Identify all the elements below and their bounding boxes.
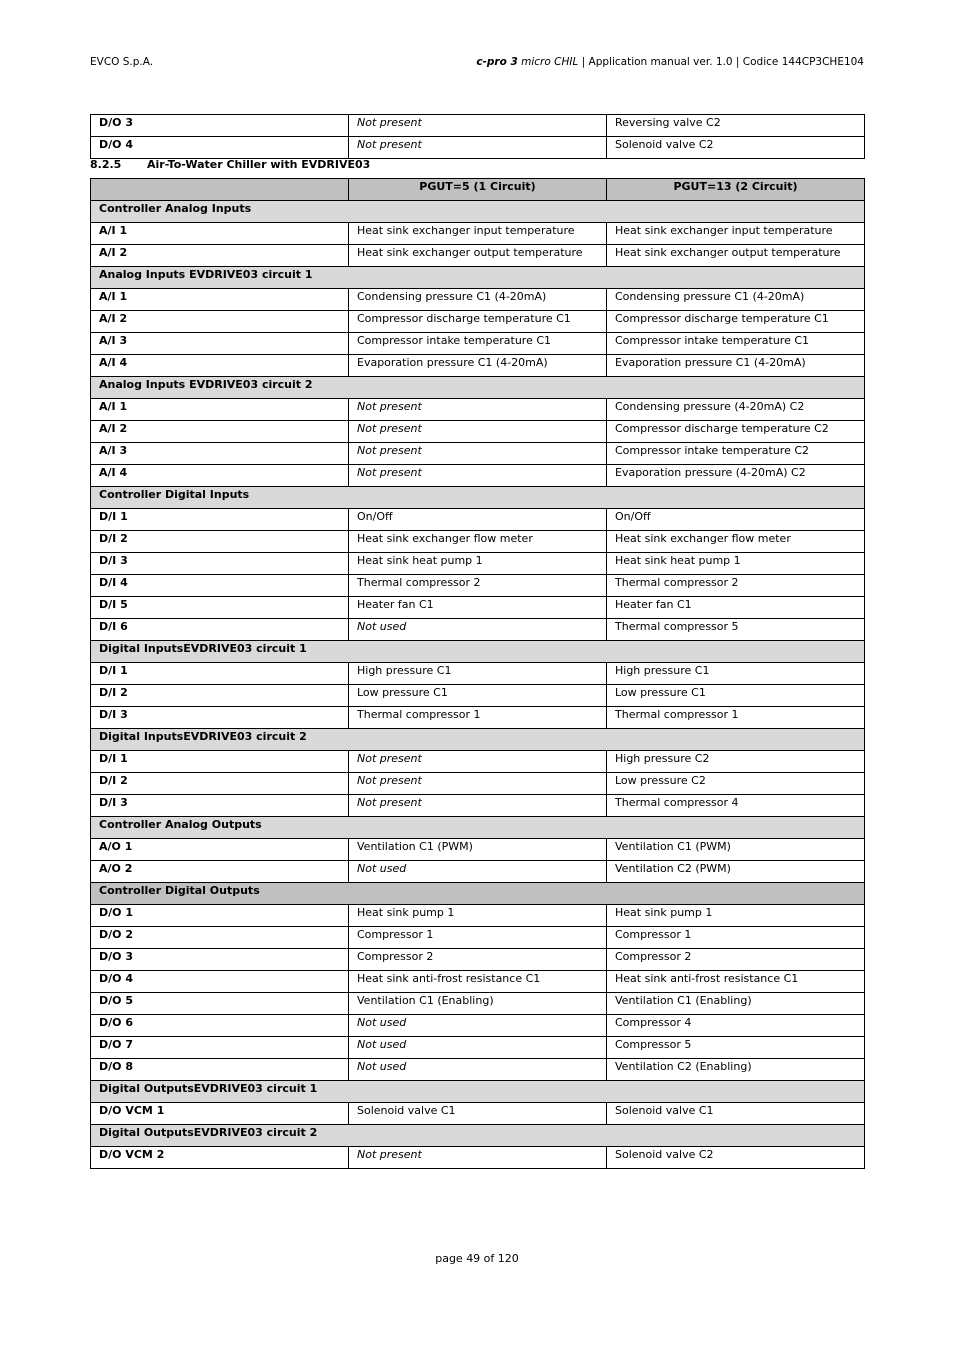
section-label: Digital OutputsEVDRIVE03 circuit 1 <box>91 1081 865 1103</box>
io-id: D/I 1 <box>91 509 349 531</box>
function-1-circuit: Condensing pressure C1 (4-20mA) <box>349 289 607 311</box>
io-id: A/I 3 <box>91 443 349 465</box>
function-2-circuit: Solenoid valve C2 <box>607 1147 865 1169</box>
function-2-circuit: Thermal compressor 2 <box>607 575 865 597</box>
io-id: D/O 5 <box>91 993 349 1015</box>
io-id: A/O 2 <box>91 861 349 883</box>
section-row <box>91 729 865 751</box>
io-id: D/O 3 <box>91 949 349 971</box>
table-row <box>91 1037 865 1059</box>
table-row <box>91 289 865 311</box>
function-2-circuit: Thermal compressor 4 <box>607 795 865 817</box>
table-row <box>91 575 865 597</box>
function-2-circuit: Ventilation C1 (Enabling) <box>607 993 865 1015</box>
table-row <box>91 465 865 487</box>
table-row <box>91 333 865 355</box>
table-row <box>91 597 865 619</box>
io-id: A/I 3 <box>91 333 349 355</box>
function-1-circuit: Not present <box>349 115 607 137</box>
function-2-circuit: Compressor 4 <box>607 1015 865 1037</box>
table-row <box>91 773 865 795</box>
section-title <box>90 158 370 171</box>
function-1-circuit: Not used <box>349 1015 607 1037</box>
table-row <box>91 553 865 575</box>
function-2-circuit: Thermal compressor 1 <box>607 707 865 729</box>
function-2-circuit: Thermal compressor 5 <box>607 619 865 641</box>
header-company: EVCO S.p.A. <box>90 56 154 68</box>
header-product-italic: micro CHIL <box>521 56 579 68</box>
top-io-table-body <box>91 115 865 159</box>
column-header: PGUT=13 (2 Circuit) <box>607 179 865 201</box>
function-2-circuit: High pressure C2 <box>607 751 865 773</box>
section-row <box>91 201 865 223</box>
function-1-circuit: Not present <box>349 773 607 795</box>
section-number: 8.2.5 <box>90 158 122 171</box>
section-label: Controller Analog Inputs <box>91 201 865 223</box>
function-1-circuit: Compressor 1 <box>349 927 607 949</box>
table-header-row <box>91 179 865 201</box>
section-row <box>91 817 865 839</box>
function-2-circuit: Low pressure C2 <box>607 773 865 795</box>
io-id: D/I 4 <box>91 575 349 597</box>
io-id: D/I 2 <box>91 531 349 553</box>
table-row <box>91 1103 865 1125</box>
io-id: A/I 2 <box>91 245 349 267</box>
table-row <box>91 223 865 245</box>
section-row <box>91 377 865 399</box>
function-2-circuit: Heater fan C1 <box>607 597 865 619</box>
section-row <box>91 883 865 905</box>
section-label: Digital OutputsEVDRIVE03 circuit 2 <box>91 1125 865 1147</box>
io-id: D/I 6 <box>91 619 349 641</box>
page-number: page 49 of 120 <box>435 1252 519 1265</box>
function-2-circuit: Evaporation pressure (4-20mA) C2 <box>607 465 865 487</box>
function-2-circuit: On/Off <box>607 509 865 531</box>
function-1-circuit: Compressor intake temperature C1 <box>349 333 607 355</box>
function-1-circuit: High pressure C1 <box>349 663 607 685</box>
io-id: A/I 4 <box>91 465 349 487</box>
function-2-circuit: Ventilation C1 (PWM) <box>607 839 865 861</box>
function-1-circuit: Not used <box>349 619 607 641</box>
table-row <box>91 311 865 333</box>
function-1-circuit: Compressor discharge temperature C1 <box>349 311 607 333</box>
section-label: Digital InputsEVDRIVE03 circuit 2 <box>91 729 865 751</box>
function-2-circuit: Ventilation C2 (PWM) <box>607 861 865 883</box>
table-row <box>91 619 865 641</box>
table-row <box>91 421 865 443</box>
io-id: D/I 5 <box>91 597 349 619</box>
function-2-circuit: Reversing valve C2 <box>607 115 865 137</box>
function-1-circuit: Not used <box>349 1037 607 1059</box>
function-2-circuit: Condensing pressure C1 (4-20mA) <box>607 289 865 311</box>
function-2-circuit: Heat sink exchanger flow meter <box>607 531 865 553</box>
function-1-circuit: Not present <box>349 399 607 421</box>
function-1-circuit: Heat sink pump 1 <box>349 905 607 927</box>
io-mapping-table-body <box>91 201 865 1169</box>
section-label: Analog Inputs EVDRIVE03 circuit 1 <box>91 267 865 289</box>
section-label: Analog Inputs EVDRIVE03 circuit 2 <box>91 377 865 399</box>
function-2-circuit: Compressor intake temperature C1 <box>607 333 865 355</box>
function-2-circuit: Solenoid valve C2 <box>607 137 865 159</box>
function-2-circuit: Heat sink exchanger output temperature <box>607 245 865 267</box>
io-id: D/O 1 <box>91 905 349 927</box>
table-row <box>91 663 865 685</box>
function-1-circuit: Thermal compressor 2 <box>349 575 607 597</box>
table-row <box>91 971 865 993</box>
io-id: D/O 8 <box>91 1059 349 1081</box>
table-row <box>91 1147 865 1169</box>
io-id: D/I 1 <box>91 751 349 773</box>
function-1-circuit: Heat sink exchanger output temperature <box>349 245 607 267</box>
function-1-circuit: Ventilation C1 (Enabling) <box>349 993 607 1015</box>
table-row <box>91 707 865 729</box>
section-label: Controller Digital Inputs <box>91 487 865 509</box>
function-2-circuit: Low pressure C1 <box>607 685 865 707</box>
io-id: D/O 2 <box>91 927 349 949</box>
table-row <box>91 245 865 267</box>
io-id: D/O 4 <box>91 137 349 159</box>
table-row <box>91 861 865 883</box>
section-row <box>91 487 865 509</box>
table-row <box>91 795 865 817</box>
table-row <box>91 949 865 971</box>
function-1-circuit: Not present <box>349 751 607 773</box>
header-doc-rest: | Application manual ver. 1.0 | Codice 144CP3CHE104 <box>581 56 864 68</box>
table-row <box>91 399 865 421</box>
io-id: A/O 1 <box>91 839 349 861</box>
io-id: A/I 1 <box>91 399 349 421</box>
function-1-circuit: Not present <box>349 465 607 487</box>
function-1-circuit: Not present <box>349 443 607 465</box>
function-2-circuit: Compressor discharge temperature C1 <box>607 311 865 333</box>
section-label: Controller Digital Outputs <box>91 883 865 905</box>
function-1-circuit: Not present <box>349 421 607 443</box>
io-id: A/I 1 <box>91 223 349 245</box>
io-id: D/I 3 <box>91 553 349 575</box>
function-2-circuit: Solenoid valve C1 <box>607 1103 865 1125</box>
function-2-circuit: Evaporation pressure C1 (4-20mA) <box>607 355 865 377</box>
table-row <box>91 839 865 861</box>
function-2-circuit: Compressor 5 <box>607 1037 865 1059</box>
io-id: D/O 4 <box>91 971 349 993</box>
table-row <box>91 685 865 707</box>
function-2-circuit: Condensing pressure (4-20mA) C2 <box>607 399 865 421</box>
table-row <box>91 509 865 531</box>
function-1-circuit: Not used <box>349 1059 607 1081</box>
io-id: D/I 2 <box>91 773 349 795</box>
function-1-circuit: Heat sink exchanger flow meter <box>349 531 607 553</box>
function-1-circuit: Evaporation pressure C1 (4-20mA) <box>349 355 607 377</box>
function-1-circuit: Not present <box>349 795 607 817</box>
io-id: D/I 3 <box>91 707 349 729</box>
function-1-circuit: Heat sink anti-frost resistance C1 <box>349 971 607 993</box>
table-row <box>91 1015 865 1037</box>
function-2-circuit: Ventilation C2 (Enabling) <box>607 1059 865 1081</box>
table-row <box>91 137 865 159</box>
io-id: D/O 7 <box>91 1037 349 1059</box>
function-1-circuit: Ventilation C1 (PWM) <box>349 839 607 861</box>
function-2-circuit: Compressor 2 <box>607 949 865 971</box>
function-2-circuit: Compressor intake temperature C2 <box>607 443 865 465</box>
function-2-circuit: Heat sink pump 1 <box>607 905 865 927</box>
io-id: A/I 2 <box>91 311 349 333</box>
function-1-circuit: Heater fan C1 <box>349 597 607 619</box>
section-heading: Air-To-Water Chiller with EVDRIVE03 <box>147 158 371 171</box>
section-row <box>91 641 865 663</box>
function-1-circuit: Not used <box>349 861 607 883</box>
function-2-circuit: Compressor 1 <box>607 927 865 949</box>
table-row <box>91 905 865 927</box>
function-1-circuit: Not present <box>349 1147 607 1169</box>
io-id: A/I 4 <box>91 355 349 377</box>
table-row <box>91 1059 865 1081</box>
top-io-table <box>90 114 865 159</box>
column-header: PGUT=5 (1 Circuit) <box>349 179 607 201</box>
section-row <box>91 1125 865 1147</box>
section-row <box>91 267 865 289</box>
function-2-circuit: Heat sink exchanger input temperature <box>607 223 865 245</box>
function-1-circuit: Thermal compressor 1 <box>349 707 607 729</box>
io-mapping-table <box>90 178 865 1169</box>
table-row <box>91 115 865 137</box>
column-header <box>91 179 349 201</box>
table-row <box>91 355 865 377</box>
function-2-circuit: Heat sink heat pump 1 <box>607 553 865 575</box>
function-2-circuit: Compressor discharge temperature C2 <box>607 421 865 443</box>
function-1-circuit: Heat sink heat pump 1 <box>349 553 607 575</box>
function-1-circuit: Not present <box>349 137 607 159</box>
function-1-circuit: Compressor 2 <box>349 949 607 971</box>
io-id: D/I 2 <box>91 685 349 707</box>
io-id: A/I 1 <box>91 289 349 311</box>
section-label: Controller Analog Outputs <box>91 817 865 839</box>
section-row <box>91 1081 865 1103</box>
io-id: D/O VCM 2 <box>91 1147 349 1169</box>
function-1-circuit: Heat sink exchanger input temperature <box>349 223 607 245</box>
table-row <box>91 927 865 949</box>
function-1-circuit: Solenoid valve C1 <box>349 1103 607 1125</box>
header-product-bold: c-pro 3 <box>476 56 518 68</box>
function-2-circuit: Heat sink anti-frost resistance C1 <box>607 971 865 993</box>
header-doc-title <box>476 56 864 68</box>
io-id: D/O 6 <box>91 1015 349 1037</box>
io-id: D/O 3 <box>91 115 349 137</box>
section-label: Digital InputsEVDRIVE03 circuit 1 <box>91 641 865 663</box>
table-row <box>91 531 865 553</box>
io-id: D/I 1 <box>91 663 349 685</box>
io-id: D/O VCM 1 <box>91 1103 349 1125</box>
function-2-circuit: High pressure C1 <box>607 663 865 685</box>
function-1-circuit: On/Off <box>349 509 607 531</box>
table-row <box>91 751 865 773</box>
table-row <box>91 993 865 1015</box>
io-id: D/I 3 <box>91 795 349 817</box>
table-row <box>91 443 865 465</box>
function-1-circuit: Low pressure C1 <box>349 685 607 707</box>
io-id: A/I 2 <box>91 421 349 443</box>
